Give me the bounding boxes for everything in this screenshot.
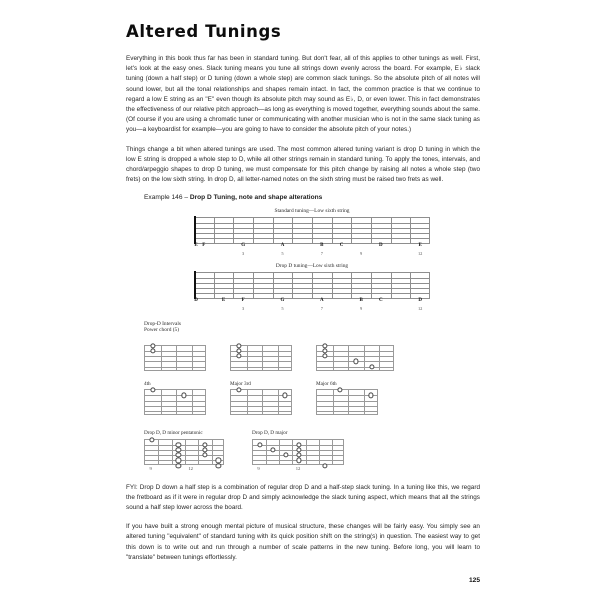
chord-string-line bbox=[145, 401, 205, 402]
chord-diagram-title bbox=[144, 336, 206, 342]
fretboard-standard-notes bbox=[194, 243, 430, 251]
chord-finger-dot bbox=[150, 388, 155, 393]
fretboard-fret-number: 3 bbox=[242, 251, 245, 257]
chord-grid-row-power-chords bbox=[144, 336, 480, 378]
chord-finger-dot bbox=[296, 458, 301, 463]
chord-fret-line bbox=[332, 440, 333, 464]
chord-fret-line bbox=[247, 346, 248, 370]
chord-string-line bbox=[145, 367, 205, 368]
chord-finger-dot bbox=[257, 442, 262, 447]
chord-fret-line bbox=[278, 346, 279, 370]
fretboard-fret-line bbox=[214, 272, 215, 298]
chord-fret-line bbox=[192, 346, 193, 370]
chord-fret-line bbox=[266, 440, 267, 464]
chord-string-line bbox=[317, 356, 393, 357]
fretboard-fret-line bbox=[273, 272, 274, 298]
fretboard-note-label: G bbox=[280, 298, 285, 304]
chord-diagram-title: Drop D, D minor pentatonic bbox=[144, 430, 203, 437]
intervals-heading-line2: Power chord (5) bbox=[144, 327, 180, 334]
chord-diagram bbox=[144, 430, 228, 472]
chord-fret-numbers bbox=[230, 415, 292, 423]
fretboard-drop-d-grid bbox=[194, 272, 430, 298]
chord-finger-dot bbox=[150, 348, 155, 353]
chord-finger-dot bbox=[236, 354, 241, 359]
page-title: Altered Tunings bbox=[126, 22, 282, 41]
fretboard-note-label: B bbox=[359, 298, 363, 304]
fretboard-fret-number: 9 bbox=[360, 306, 363, 312]
fretboard-note-label: C bbox=[339, 243, 344, 249]
chord-diagram-grid bbox=[252, 439, 344, 465]
chord-diagram-title: Major 6th bbox=[316, 380, 337, 387]
chord-string-line bbox=[317, 411, 377, 412]
fretboard-note-label: B bbox=[320, 243, 324, 249]
chord-string-line bbox=[145, 411, 205, 412]
fretboard-fret-line bbox=[391, 217, 392, 243]
chord-fret-line bbox=[172, 440, 173, 464]
chord-finger-dot bbox=[270, 447, 275, 452]
fretboard-fret-line bbox=[233, 217, 234, 243]
paragraph-fyi: FYI: Drop D down a half step is a combination of regular drop D and a half-step slack tuning. In a tuning like this, we regard the fretboard as if it were in regular drop D and simply acknowledge the slack tuning aspect, which means that all the strings sound a half step lower across the board. bbox=[126, 483, 480, 512]
chord-fret-line bbox=[333, 346, 334, 370]
fretboard-standard-label: Standard tuning—Low sixth string bbox=[274, 208, 350, 215]
chord-fret-line bbox=[278, 390, 279, 414]
chord-fret-line bbox=[262, 346, 263, 370]
chord-fret-numbers bbox=[252, 465, 336, 473]
chord-diagram bbox=[252, 430, 336, 472]
chord-fret-numbers bbox=[230, 371, 292, 379]
chord-finger-dot bbox=[283, 453, 288, 458]
chord-fret-line bbox=[185, 440, 186, 464]
fretboard-fret-line bbox=[253, 272, 254, 298]
chord-fret-line bbox=[319, 440, 320, 464]
fretboard-note-label: G bbox=[241, 243, 246, 249]
chord-fret-number: 12 bbox=[295, 465, 301, 471]
fretboard-drop-d-fret-numbers bbox=[194, 306, 430, 314]
chord-string-line bbox=[317, 406, 377, 407]
paragraph-intro: Everything in this book thus far has been in standard tuning. But don't fear, all of this applies to other tunings as well. First, let's look at the easy ones. Slack tuning means you tune all strings down evenly across the board. For example, E♭ slack tuning (down a half step) or D tuning (down a whole step) are common slack tunings. So the absolute pitch of all notes will sound lower, but all the tonal relationships and shapes remain intact. In fact, the common practice is that we continue to regard a low E string as an "E" even though its absolute pitch may sound as E♭, D, or even lower. This in fact demonstrates the effectiveness of our relative pitch approach—as long as everything is moved together, everything sounds about the same. (Of course if you are using a chromatic tuner or communicating with another musician who is not in the same slack tuning as you—a keyboardist for example—you are going to have to consider the absolute pitch of your notes.) bbox=[126, 55, 480, 134]
chord-fret-line bbox=[198, 440, 199, 464]
chord-finger-dot bbox=[149, 437, 154, 442]
chord-diagram-title: Major 3rd bbox=[230, 380, 251, 387]
fretboard-fret-line bbox=[332, 272, 333, 298]
chord-finger-dot bbox=[353, 359, 358, 364]
paragraph-altered-tunings: Things change a bit when altered tunings are used. The most common altered tuning variant is drop D tuning in which the low E string is dropped a whole step to D, while all other strings remain in standard tuning. To apply the tones, intervals, and chord/arpeggio shapes to drop D tuning, we must compensate for this pitch change by raising all notes a whole step (two frets) on the low sixth string. In drop D, all letter-named notes on the sixth string must be raised two frets as well. bbox=[126, 145, 480, 184]
chord-string-line bbox=[145, 395, 205, 396]
bottom-text-block bbox=[126, 483, 480, 563]
chord-fret-line bbox=[348, 346, 349, 370]
fretboard-standard-grid bbox=[194, 217, 430, 243]
fretboard-note-label: A bbox=[280, 243, 285, 249]
chord-string-line bbox=[231, 406, 291, 407]
page-footer bbox=[126, 574, 480, 584]
chord-string-line bbox=[145, 356, 205, 357]
chord-finger-dot bbox=[283, 393, 288, 398]
fretboard-fret-line bbox=[391, 272, 392, 298]
chord-fret-numbers bbox=[144, 465, 228, 473]
chord-diagram bbox=[144, 336, 206, 378]
fretboard-fret-line bbox=[410, 217, 411, 243]
fretboard-fret-line bbox=[312, 217, 313, 243]
fretboard-fret-line bbox=[292, 217, 293, 243]
chord-string-line bbox=[145, 406, 205, 407]
chord-finger-dot bbox=[181, 393, 186, 398]
chord-fret-numbers bbox=[316, 371, 400, 379]
chord-fret-line bbox=[292, 440, 293, 464]
fretboard-fret-number: 7 bbox=[320, 251, 323, 257]
fretboard-fret-number: 12 bbox=[417, 251, 423, 257]
fretboard-fret-line bbox=[429, 217, 430, 243]
chord-fret-line bbox=[279, 440, 280, 464]
intervals-section bbox=[144, 321, 480, 423]
chord-string-line bbox=[317, 351, 393, 352]
chord-finger-dot bbox=[322, 354, 327, 359]
intervals-heading bbox=[144, 321, 480, 333]
paragraph-closing: If you have built a strong enough mental picture of musical structure, these changes will be fairly easy. You simply see an altered tuning "equivalent" of standard tuning with its quick position shift on the string(s) in question. The easiest way to get this down is to write out and run through a number of scale patterns in the new tuning. Before long, you will learn to "translate" between tunings effortlessly. bbox=[126, 523, 480, 561]
chord-diagram-grid bbox=[316, 389, 378, 415]
fretboard-fret-line bbox=[371, 272, 372, 298]
fretboard-note-label: C bbox=[379, 298, 383, 304]
fretboard-fret-number: 5 bbox=[281, 251, 284, 257]
fretboard-note-label: E bbox=[221, 298, 226, 304]
chord-diagram bbox=[316, 336, 400, 378]
chord-diagram-grid bbox=[230, 389, 292, 415]
fretboard-note-label: D bbox=[194, 298, 198, 304]
fretboard-fret-line bbox=[351, 217, 352, 243]
chord-diagram-grid bbox=[230, 345, 292, 371]
fretboard-note-label: D bbox=[418, 298, 422, 304]
chord-diagram-grid bbox=[316, 345, 394, 371]
fretboard-standard-tuning bbox=[194, 208, 430, 259]
fretboard-fret-line bbox=[371, 217, 372, 243]
fretboard-fret-line bbox=[273, 217, 274, 243]
fretboard-fret-line bbox=[351, 272, 352, 298]
chord-fret-line bbox=[262, 390, 263, 414]
chord-finger-dot bbox=[369, 364, 374, 369]
chord-fret-number: 12 bbox=[188, 465, 193, 471]
chord-fret-numbers bbox=[144, 371, 206, 379]
page-number: 125 bbox=[468, 577, 480, 584]
fretboard-fret-line bbox=[214, 217, 215, 243]
chord-fret-numbers bbox=[316, 415, 378, 423]
fretboard-drop-d-tuning bbox=[194, 263, 430, 314]
example-title: Drop D Tuning, note and shape alterations bbox=[189, 194, 323, 202]
example-block bbox=[126, 194, 480, 472]
scale-grids-section bbox=[144, 430, 480, 472]
chord-string-line bbox=[145, 361, 205, 362]
chord-diagram-grid bbox=[144, 345, 206, 371]
chord-finger-dot bbox=[236, 388, 241, 393]
chord-fret-line bbox=[306, 440, 307, 464]
chord-diagram-title bbox=[316, 336, 400, 342]
chord-string-line bbox=[231, 401, 291, 402]
fretboard-note-label: E bbox=[418, 243, 422, 249]
fretboard-fret-line bbox=[332, 217, 333, 243]
chord-fret-number: 9 bbox=[257, 465, 260, 471]
chord-diagram-grid bbox=[144, 439, 224, 465]
fretboard-note-label: D bbox=[379, 243, 383, 249]
fretboard-fret-line bbox=[233, 272, 234, 298]
fretboard-nut bbox=[194, 216, 196, 244]
chord-string-line bbox=[231, 367, 291, 368]
chord-diagram bbox=[230, 336, 292, 378]
chord-fret-line bbox=[364, 346, 365, 370]
fretboard-note-label: A bbox=[320, 298, 324, 304]
chord-fret-line bbox=[176, 346, 177, 370]
chord-fret-line bbox=[192, 390, 193, 414]
chord-fret-line bbox=[247, 390, 248, 414]
chord-diagram bbox=[230, 381, 292, 423]
chord-finger-dot bbox=[338, 388, 343, 393]
chord-finger-dot bbox=[202, 453, 207, 458]
fretboard-note-label: F bbox=[202, 243, 206, 249]
chord-string-line bbox=[317, 401, 377, 402]
chord-diagram bbox=[144, 381, 206, 423]
chord-fret-numbers bbox=[144, 415, 206, 423]
example-caption bbox=[144, 194, 480, 201]
fretboard-standard-fret-numbers bbox=[194, 251, 430, 259]
intervals-heading-line1: Drop-D Intervals bbox=[144, 321, 181, 328]
chord-diagram bbox=[316, 381, 378, 423]
chord-fret-number: 9 bbox=[149, 465, 152, 471]
example-number: Example 146 – bbox=[144, 194, 190, 202]
chord-diagram-title bbox=[230, 336, 292, 342]
fretboard-note-label: E bbox=[194, 243, 198, 249]
chord-fret-line bbox=[161, 346, 162, 370]
fretboard-fret-line bbox=[253, 217, 254, 243]
fretboard-fret-line bbox=[312, 272, 313, 298]
fretboard-fret-number: 9 bbox=[360, 251, 363, 257]
chord-fret-line bbox=[379, 346, 380, 370]
fretboard-fret-number: 5 bbox=[281, 306, 284, 312]
chord-fret-line bbox=[212, 440, 213, 464]
chord-fret-line bbox=[176, 390, 177, 414]
fretboard-nut bbox=[194, 271, 196, 299]
chord-fret-line bbox=[348, 390, 349, 414]
chord-string-line bbox=[231, 361, 291, 362]
fretboard-drop-d-label: Drop D tuning—Low sixth string bbox=[275, 263, 349, 270]
chord-fret-line bbox=[158, 440, 159, 464]
scale-grid-row bbox=[144, 430, 480, 472]
chord-string-line bbox=[317, 367, 393, 368]
fretboard-note-label: F bbox=[241, 298, 245, 304]
page-content bbox=[126, 22, 480, 572]
chord-fret-line bbox=[161, 390, 162, 414]
fretboard-fret-line bbox=[410, 272, 411, 298]
chord-fret-line bbox=[333, 390, 334, 414]
chord-grid-row-intervals bbox=[144, 381, 480, 423]
chord-diagram-title: Drop D, D major bbox=[252, 430, 288, 437]
chord-diagram-title: 4th bbox=[144, 380, 151, 387]
chord-fret-line bbox=[364, 390, 365, 414]
chord-diagram-grid bbox=[144, 389, 206, 415]
fretboard-fret-number: 3 bbox=[242, 306, 245, 312]
fretboard-fret-line bbox=[292, 272, 293, 298]
fretboard-fret-number: 7 bbox=[320, 306, 323, 312]
chord-string-line bbox=[231, 411, 291, 412]
fretboard-drop-d-notes bbox=[194, 298, 430, 306]
fretboard-fret-line bbox=[429, 272, 430, 298]
chord-finger-dot bbox=[369, 393, 374, 398]
fretboard-fret-number: 12 bbox=[417, 306, 423, 312]
